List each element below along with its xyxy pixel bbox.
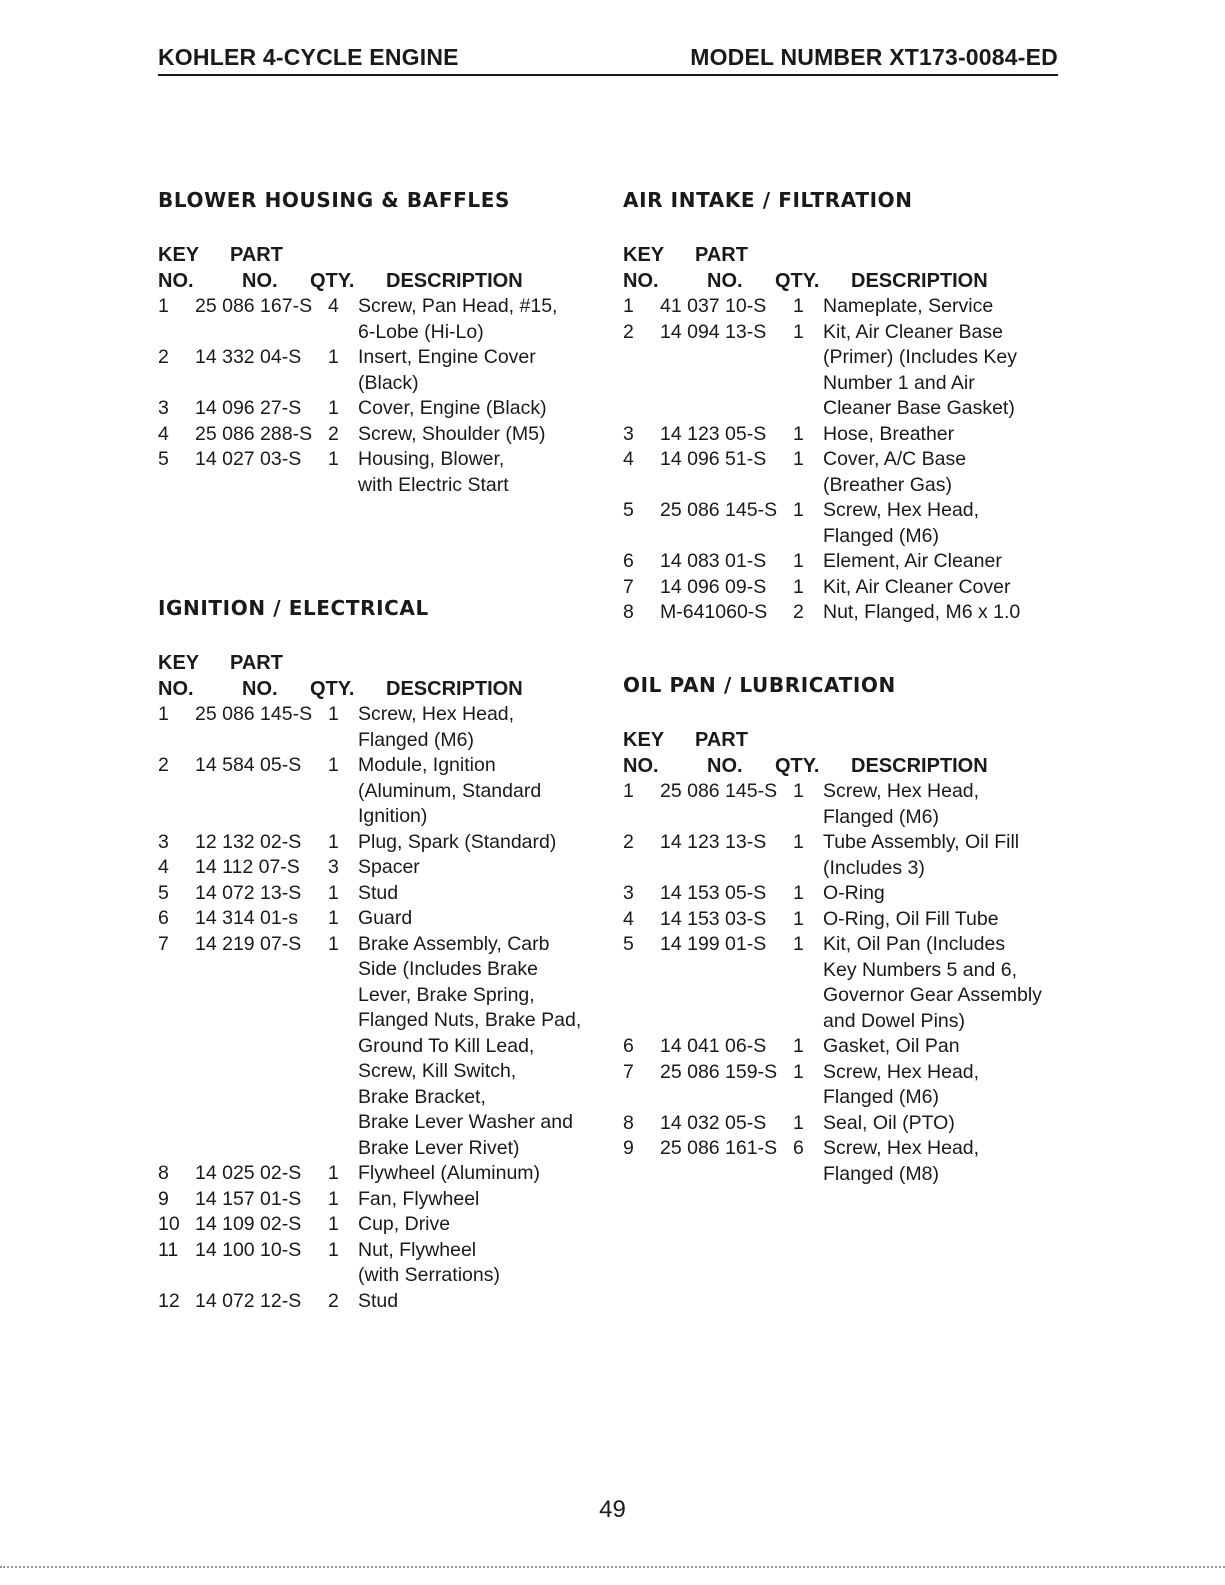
part-description: [823, 1034, 1073, 1060]
key-number: 7: [623, 575, 634, 598]
description-line: Brake Lever Rivet): [358, 1136, 520, 1159]
part-number: 14 072 13-S: [195, 881, 302, 904]
part-row: [158, 881, 608, 907]
part-description: [823, 907, 1073, 933]
page-number: 49: [599, 1496, 626, 1523]
quantity: 2: [328, 1289, 339, 1312]
quantity: 1: [328, 881, 339, 904]
part-row: [623, 907, 1073, 933]
part-row: [158, 1161, 608, 1187]
description-line: Screw, Pan Head, #15,: [358, 295, 558, 317]
part-number: 14 041 06-S: [660, 1035, 767, 1057]
key-no-header: NO.: [623, 755, 659, 777]
description-line: Cleaner Base Gasket): [823, 397, 1015, 419]
quantity: 1: [793, 295, 804, 317]
part-number: 14 096 09-S: [660, 575, 767, 598]
quantity: 1: [793, 831, 804, 853]
quantity: 1: [793, 907, 804, 930]
qty-header: QTY.: [310, 270, 355, 292]
key-number: 2: [623, 831, 634, 853]
description-line: Stud: [358, 1289, 399, 1312]
key-number: 3: [623, 422, 634, 445]
description-line: Guard: [358, 907, 413, 929]
part-row: [158, 345, 608, 396]
part-number: 14 072 12-S: [195, 1289, 302, 1312]
quantity: 2: [793, 601, 804, 623]
part-number: 14 332 04-S: [195, 346, 302, 368]
part-row: [623, 932, 1073, 1034]
part-row: [623, 447, 1073, 498]
quantity: 1: [793, 1111, 804, 1134]
description-line: Gasket, Oil Pan: [823, 1035, 960, 1057]
quantity: 1: [793, 499, 804, 521]
key-number: 2: [158, 754, 169, 776]
key-number: 9: [623, 1137, 634, 1159]
part-description: [358, 396, 608, 422]
part-row: [623, 422, 1073, 448]
parts-list: [623, 294, 1073, 626]
part-row: [623, 549, 1073, 575]
key-number: 7: [623, 1060, 634, 1083]
column-headers: [623, 242, 1073, 294]
part-number: 25 086 167-S: [195, 295, 313, 317]
part-description: [358, 702, 608, 753]
part-description: [358, 294, 608, 345]
part-row: [623, 1034, 1073, 1060]
part-row: [623, 779, 1073, 830]
description-line: (Primer) (Includes Key: [823, 346, 1017, 368]
key-number: 5: [623, 499, 634, 521]
key-number: 1: [158, 295, 169, 317]
section-title: OIL PAN / LUBRICATION: [623, 673, 896, 697]
key-no-header: NO.: [158, 270, 194, 292]
part-header: PART: [230, 652, 283, 674]
part-row: [158, 294, 608, 345]
part-description: [358, 881, 608, 907]
section-title: IGNITION / ELECTRICAL: [158, 596, 429, 620]
key-number: 4: [158, 856, 169, 878]
key-number: 12: [158, 1289, 180, 1312]
part-row: [158, 1187, 608, 1213]
description-line: Stud: [358, 881, 399, 904]
part-no-header: NO.: [707, 270, 743, 292]
part-description: [358, 1238, 608, 1289]
description-line: Flanged (M8): [823, 1162, 939, 1185]
part-row: [158, 1212, 608, 1238]
section-title: BLOWER HOUSING & BAFFLES: [158, 188, 510, 212]
part-description: [358, 422, 608, 448]
quantity: 1: [793, 320, 804, 343]
description-line: Ignition): [358, 805, 428, 827]
description-line: (with Serrations): [358, 1264, 500, 1286]
key-number: 5: [158, 881, 169, 904]
description-line: (Aluminum, Standard: [358, 779, 542, 802]
key-number: 3: [158, 830, 169, 853]
key-number: 4: [623, 448, 634, 470]
part-description: [823, 498, 1073, 549]
quantity: 1: [793, 1060, 804, 1083]
part-row: [623, 575, 1073, 601]
part-description: [823, 320, 1073, 422]
key-number: 4: [623, 907, 634, 930]
quantity: 1: [793, 780, 804, 802]
part-number: 14 153 05-S: [660, 882, 767, 904]
qty-header: QTY.: [310, 678, 355, 700]
part-row: [623, 1060, 1073, 1111]
description-line: Insert, Engine Cover: [358, 346, 536, 368]
part-description: [823, 1111, 1073, 1137]
description-line: (Black): [358, 371, 419, 394]
description-line: Flanged (M6): [823, 524, 939, 547]
description-line: Screw, Hex Head,: [823, 780, 980, 802]
part-number: 25 086 288-S: [195, 422, 313, 445]
part-description: [823, 1136, 1073, 1187]
part-number: 14 096 51-S: [660, 448, 767, 470]
qty-header: QTY.: [775, 270, 820, 292]
engine-title: KOHLER 4-CYCLE ENGINE: [158, 44, 459, 70]
quantity: 1: [793, 882, 804, 904]
parts-list: [623, 779, 1073, 1187]
part-row: [158, 906, 608, 932]
quantity: 1: [793, 575, 804, 598]
part-no-header: NO.: [707, 755, 743, 777]
quantity: 1: [328, 1162, 339, 1184]
key-number: 2: [623, 320, 634, 343]
section-oil-pan: [623, 673, 1073, 1187]
description-line: Cover, A/C Base: [823, 448, 967, 470]
part-number: 14 109 02-S: [195, 1213, 302, 1235]
part-row: [623, 830, 1073, 881]
part-description: [358, 932, 608, 1162]
key-number: 5: [623, 933, 634, 955]
part-no-header: NO.: [242, 678, 278, 700]
part-row: [623, 1111, 1073, 1137]
part-number: M-641060-S: [660, 601, 768, 623]
quantity: 1: [793, 448, 804, 470]
description-line: Flanged (M6): [823, 805, 939, 828]
quantity: 1: [793, 550, 804, 572]
part-row: [158, 830, 608, 856]
description-header: DESCRIPTION: [386, 270, 523, 292]
description-line: Hose, Breather: [823, 422, 955, 445]
description-line: Screw, Hex Head,: [358, 703, 515, 725]
description-line: Ground To Kill Lead,: [358, 1034, 535, 1057]
key-header: KEY: [623, 244, 665, 266]
description-line: and Dowel Pins): [823, 1009, 965, 1032]
part-description: [823, 1060, 1073, 1111]
description-line: Kit, Air Cleaner Cover: [823, 575, 1011, 598]
part-number: 25 086 145-S: [660, 780, 778, 802]
quantity: 3: [328, 856, 339, 878]
key-number: 4: [158, 422, 169, 445]
description-line: Brake Assembly, Carb: [358, 932, 550, 955]
key-number: 8: [623, 601, 634, 623]
part-row: [623, 1136, 1073, 1187]
description-line: Screw, Hex Head,: [823, 1137, 980, 1159]
description-line: Screw, Hex Head,: [823, 499, 980, 521]
description-line: Brake Lever Washer and: [358, 1111, 573, 1133]
part-row: [623, 498, 1073, 549]
part-description: [823, 779, 1073, 830]
description-line: Cover, Engine (Black): [358, 397, 547, 419]
part-number: 14 100 10-S: [195, 1238, 302, 1261]
part-description: [358, 830, 608, 856]
quantity: 1: [328, 397, 339, 419]
quantity: 4: [328, 295, 339, 317]
qty-header: QTY.: [775, 755, 820, 777]
part-number: 41 037 10-S: [660, 295, 767, 317]
description-line: Cup, Drive: [358, 1213, 451, 1235]
part-description: [358, 1212, 608, 1238]
part-row: [158, 447, 608, 498]
part-description: [358, 345, 608, 396]
description-line: Flanged (M6): [823, 1086, 939, 1108]
part-description: [358, 753, 608, 830]
description-line: 6-Lobe (Hi-Lo): [358, 320, 484, 343]
page-header: [158, 40, 1058, 76]
key-number: 1: [158, 703, 169, 725]
quantity: 6: [793, 1137, 804, 1159]
key-number: 8: [623, 1111, 634, 1134]
part-row: [623, 320, 1073, 422]
quantity: 1: [328, 346, 339, 368]
key-header: KEY: [158, 244, 200, 266]
quantity: 2: [328, 422, 339, 445]
part-number: 14 032 05-S: [660, 1111, 767, 1134]
parts-list: [158, 702, 608, 1314]
description-line: O-Ring, Oil Fill Tube: [823, 907, 999, 930]
section-blower-housing: [158, 188, 608, 498]
part-number: 25 086 145-S: [660, 499, 778, 521]
section-ignition: [158, 596, 608, 1314]
part-row: [158, 855, 608, 881]
footer-divider: [0, 1566, 1225, 1568]
key-number: 10: [158, 1213, 180, 1235]
part-description: [823, 549, 1073, 575]
part-description: [823, 932, 1073, 1034]
key-no-header: NO.: [623, 270, 659, 292]
description-line: Kit, Oil Pan (Includes: [823, 933, 1006, 955]
part-number: 14 123 05-S: [660, 422, 767, 445]
description-line: Governor Gear Assembly: [823, 984, 1042, 1006]
description-line: Flanged Nuts, Brake Pad,: [358, 1009, 582, 1031]
description-header: DESCRIPTION: [386, 678, 523, 700]
part-description: [823, 830, 1073, 881]
part-number: 14 025 02-S: [195, 1162, 302, 1184]
quantity: 1: [328, 1238, 339, 1261]
part-number: 14 123 13-S: [660, 831, 767, 853]
quantity: 1: [328, 830, 339, 853]
description-line: Screw, Shoulder (M5): [358, 422, 546, 445]
description-line: Seal, Oil (PTO): [823, 1111, 955, 1134]
description-line: with Electric Start: [358, 473, 509, 496]
key-no-header: NO.: [158, 678, 194, 700]
section-air-intake: [623, 188, 1073, 626]
key-number: 3: [158, 397, 169, 419]
part-number: 14 314 01-s: [195, 907, 298, 929]
key-number: 6: [623, 1035, 634, 1057]
part-number: 14 027 03-S: [195, 448, 302, 470]
part-description: [358, 1161, 608, 1187]
description-line: Brake Bracket,: [358, 1085, 486, 1108]
quantity: 1: [328, 754, 339, 776]
description-line: Module, Ignition: [358, 754, 496, 776]
description-line: Nut, Flanged, M6 x 1.0: [823, 601, 1021, 623]
part-number: 14 219 07-S: [195, 932, 302, 955]
part-header: PART: [230, 244, 283, 266]
key-number: 3: [623, 882, 634, 904]
part-number: 14 083 01-S: [660, 550, 767, 572]
key-header: KEY: [158, 652, 200, 674]
key-number: 11: [158, 1238, 179, 1261]
description-line: Nut, Flywheel: [358, 1238, 477, 1261]
part-number: 14 094 13-S: [660, 320, 767, 343]
part-no-header: NO.: [242, 270, 278, 292]
description-line: Kit, Air Cleaner Base: [823, 320, 1003, 343]
part-number: 12 132 02-S: [195, 830, 302, 853]
part-description: [823, 447, 1073, 498]
column-headers: [623, 727, 1073, 779]
part-row: [623, 881, 1073, 907]
part-header: PART: [695, 244, 748, 266]
part-row: [158, 932, 608, 1162]
description-line: Element, Air Cleaner: [823, 550, 1002, 572]
part-row: [623, 294, 1073, 320]
quantity: 1: [328, 907, 339, 929]
key-number: 6: [158, 907, 169, 929]
part-row: [158, 1289, 608, 1315]
quantity: 1: [328, 932, 339, 955]
description-line: (Breather Gas): [823, 473, 952, 496]
description-line: Lever, Brake Spring,: [358, 983, 535, 1006]
description-line: O-Ring: [823, 882, 885, 904]
part-number: 25 086 161-S: [660, 1137, 778, 1159]
column-headers: [158, 650, 608, 702]
part-number: 14 112 07-S: [195, 856, 300, 878]
part-row: [158, 753, 608, 830]
part-number: 25 086 145-S: [195, 703, 313, 725]
part-row: [158, 702, 608, 753]
part-number: 14 096 27-S: [195, 397, 302, 419]
quantity: 1: [793, 933, 804, 955]
part-description: [358, 906, 608, 932]
parts-list: [158, 294, 608, 498]
description-line: Flanged (M6): [358, 728, 474, 751]
key-number: 6: [623, 550, 634, 572]
part-row: [158, 1238, 608, 1289]
part-description: [358, 855, 608, 881]
quantity: 1: [328, 448, 339, 470]
description-line: Number 1 and Air: [823, 371, 975, 394]
part-row: [158, 396, 608, 422]
part-row: [623, 600, 1073, 626]
key-header: KEY: [623, 729, 665, 751]
quantity: 1: [328, 1187, 339, 1210]
part-description: [358, 1187, 608, 1213]
key-number: 8: [158, 1162, 169, 1184]
key-number: 5: [158, 448, 169, 470]
part-row: [158, 422, 608, 448]
description-line: Screw, Hex Head,: [823, 1060, 980, 1083]
description-line: Tube Assembly, Oil Fill: [823, 831, 1020, 853]
key-number: 2: [158, 346, 169, 368]
part-number: 14 199 01-S: [660, 933, 767, 955]
description-line: Spacer: [358, 856, 420, 878]
quantity: 1: [793, 422, 804, 445]
description-line: Screw, Kill Switch,: [358, 1060, 517, 1082]
quantity: 1: [793, 1035, 804, 1057]
part-number: 25 086 159-S: [660, 1060, 778, 1083]
model-number: MODEL NUMBER XT173-0084-ED: [690, 44, 1058, 70]
description-line: Housing, Blower,: [358, 448, 505, 470]
key-number: 9: [158, 1187, 169, 1210]
description-line: Flywheel (Aluminum): [358, 1162, 541, 1184]
description-line: Fan, Flywheel: [358, 1187, 480, 1210]
part-description: [823, 422, 1073, 448]
column-headers: [158, 242, 608, 294]
description-line: (Includes 3): [823, 856, 925, 879]
key-number: 7: [158, 932, 169, 955]
description-line: Plug, Spark (Standard): [358, 830, 557, 853]
description-line: Side (Includes Brake: [358, 958, 538, 980]
description-line: Key Numbers 5 and 6,: [823, 958, 1018, 981]
part-number: 14 153 03-S: [660, 907, 767, 930]
part-description: [823, 294, 1073, 320]
part-description: [823, 575, 1073, 601]
part-number: 14 157 01-S: [195, 1187, 302, 1210]
part-description: [358, 447, 608, 498]
key-number: 1: [623, 780, 634, 802]
section-title: AIR INTAKE / FILTRATION: [623, 188, 913, 212]
quantity: 1: [328, 703, 339, 725]
description-header: DESCRIPTION: [851, 270, 988, 292]
part-number: 14 584 05-S: [195, 754, 302, 776]
description-line: Nameplate, Service: [823, 295, 994, 317]
quantity: 1: [328, 1213, 339, 1235]
part-description: [358, 1289, 608, 1315]
part-description: [823, 881, 1073, 907]
key-number: 1: [623, 295, 634, 317]
description-header: DESCRIPTION: [851, 755, 988, 777]
part-description: [823, 600, 1073, 626]
part-header: PART: [695, 729, 748, 751]
